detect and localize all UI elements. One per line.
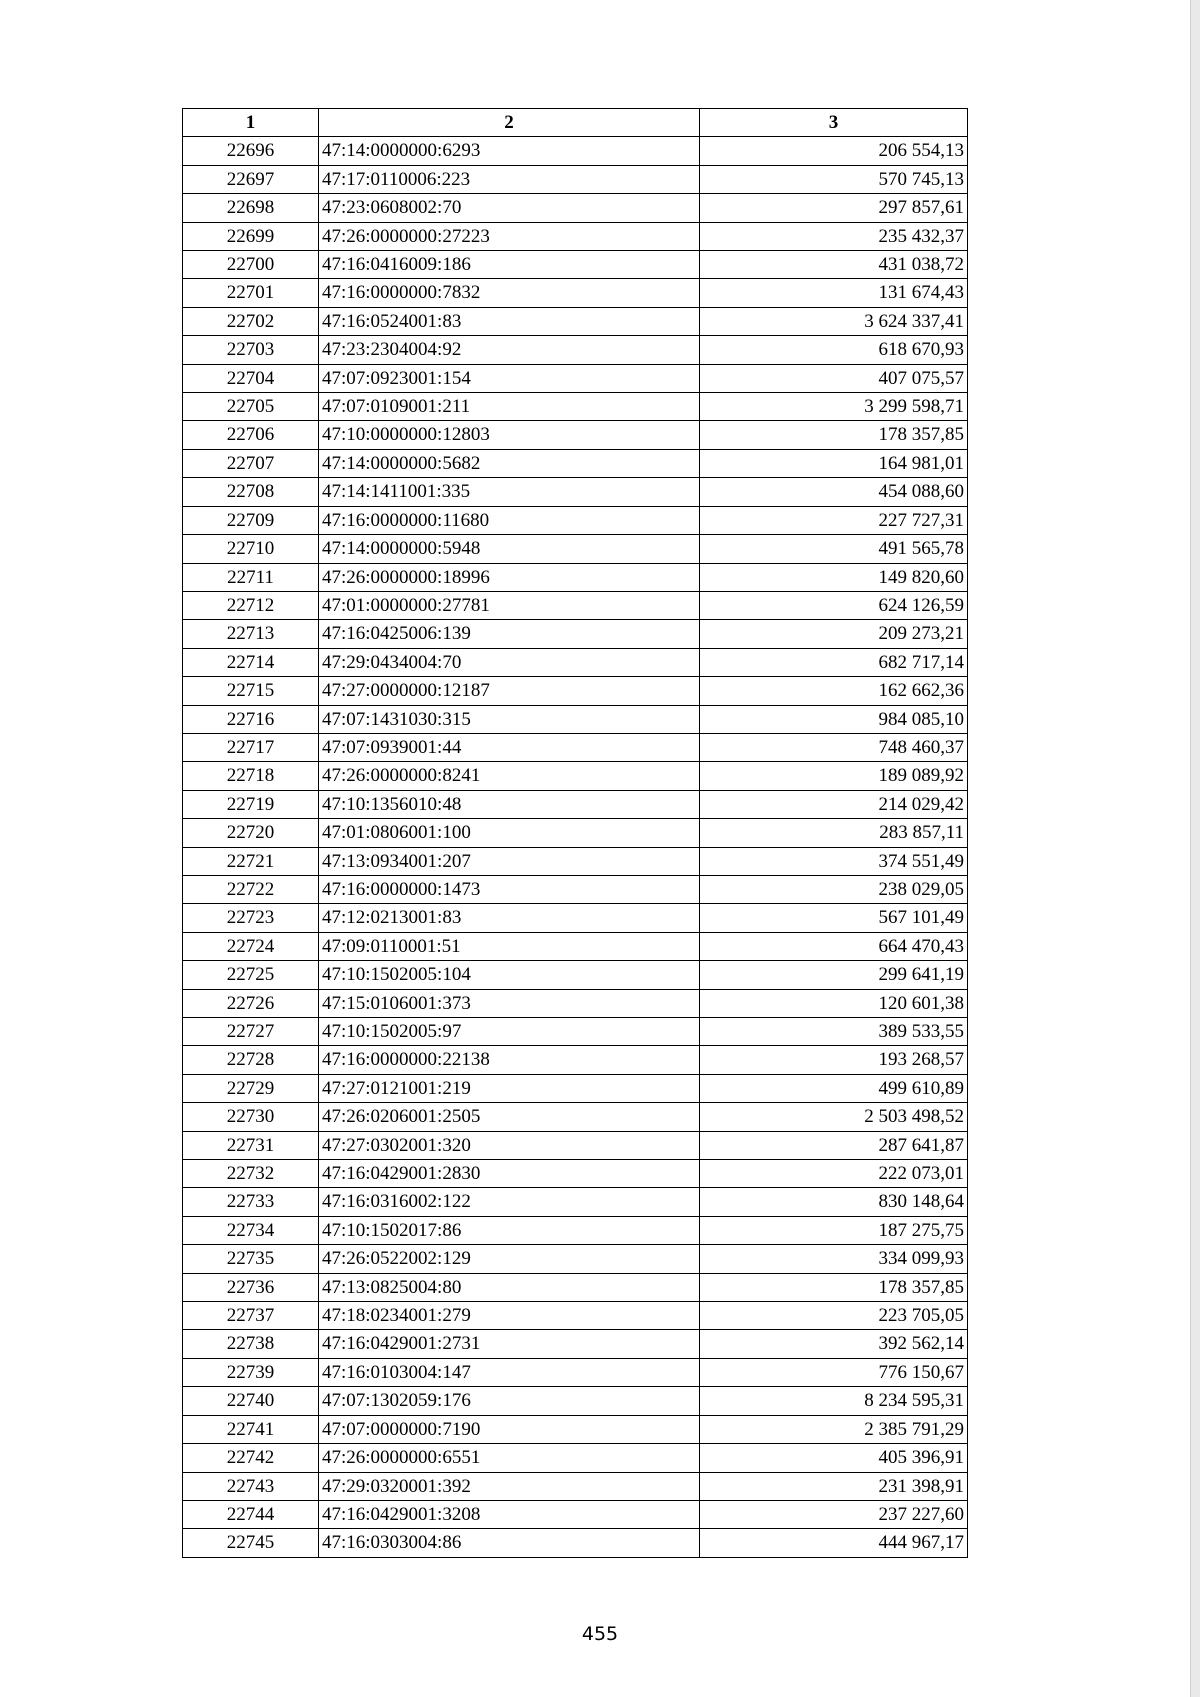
table-row xyxy=(183,1188,968,1216)
table-row xyxy=(183,194,968,222)
cadastral-number-cell: 47:14:0000000:5948 xyxy=(319,535,700,563)
value-cell: 624 126,59 xyxy=(700,591,968,619)
table-row xyxy=(183,421,968,449)
value-cell: 227 727,31 xyxy=(700,506,968,534)
table-row xyxy=(183,393,968,421)
table-row xyxy=(183,137,968,165)
value-cell: 407 075,57 xyxy=(700,364,968,392)
value-cell: 3 624 337,41 xyxy=(700,307,968,335)
cadastral-number-cell: 47:14:0000000:6293 xyxy=(319,137,700,165)
cadastral-number-cell: 47:14:1411001:335 xyxy=(319,478,700,506)
cadastral-number-cell: 47:26:0000000:18996 xyxy=(319,563,700,591)
value-cell: 120 601,38 xyxy=(700,989,968,1017)
row-number-cell: 22722 xyxy=(183,875,319,903)
value-cell: 570 745,13 xyxy=(700,165,968,193)
row-number-cell: 22725 xyxy=(183,961,319,989)
table-row xyxy=(183,251,968,279)
cadastral-number-cell: 47:26:0000000:6551 xyxy=(319,1444,700,1472)
table-row xyxy=(183,677,968,705)
value-cell: 189 089,92 xyxy=(700,762,968,790)
value-cell: 618 670,93 xyxy=(700,336,968,364)
cadastral-number-cell: 47:23:2304004:92 xyxy=(319,336,700,364)
cadastral-number-cell: 47:16:0303004:86 xyxy=(319,1529,700,1557)
table-row xyxy=(183,1302,968,1330)
value-cell: 454 088,60 xyxy=(700,478,968,506)
value-cell: 776 150,67 xyxy=(700,1358,968,1386)
value-cell: 131 674,43 xyxy=(700,279,968,307)
value-cell: 567 101,49 xyxy=(700,904,968,932)
cadastral-number-cell: 47:16:0316002:122 xyxy=(319,1188,700,1216)
row-number-cell: 22727 xyxy=(183,1018,319,1046)
value-cell: 178 357,85 xyxy=(700,421,968,449)
row-number-cell: 22741 xyxy=(183,1415,319,1443)
row-number-cell: 22723 xyxy=(183,904,319,932)
cadastral-number-cell: 47:23:0608002:70 xyxy=(319,194,700,222)
cadastral-number-cell: 47:16:0425006:139 xyxy=(319,620,700,648)
value-cell: 237 227,60 xyxy=(700,1500,968,1528)
cadastral-number-cell: 47:16:0416009:186 xyxy=(319,251,700,279)
row-number-cell: 22700 xyxy=(183,251,319,279)
value-cell: 287 641,87 xyxy=(700,1131,968,1159)
cadastral-number-cell: 47:07:0000000:7190 xyxy=(319,1415,700,1443)
value-cell: 682 717,14 xyxy=(700,648,968,676)
table-row xyxy=(183,1245,968,1273)
row-number-cell: 22713 xyxy=(183,620,319,648)
value-cell: 187 275,75 xyxy=(700,1216,968,1244)
cadastral-number-cell: 47:26:0000000:8241 xyxy=(319,762,700,790)
row-number-cell: 22714 xyxy=(183,648,319,676)
table-row xyxy=(183,790,968,818)
value-cell: 238 029,05 xyxy=(700,875,968,903)
row-number-cell: 22699 xyxy=(183,222,319,250)
table-row xyxy=(183,1500,968,1528)
row-number-cell: 22696 xyxy=(183,137,319,165)
value-cell: 222 073,01 xyxy=(700,1160,968,1188)
value-cell: 299 641,19 xyxy=(700,961,968,989)
table-row xyxy=(183,733,968,761)
row-number-cell: 22733 xyxy=(183,1188,319,1216)
value-cell: 499 610,89 xyxy=(700,1074,968,1102)
table-row xyxy=(183,1358,968,1386)
table-row xyxy=(183,705,968,733)
cadastral-number-cell: 47:07:0939001:44 xyxy=(319,733,700,761)
value-cell: 830 148,64 xyxy=(700,1188,968,1216)
cadastral-number-cell: 47:26:0206001:2505 xyxy=(319,1103,700,1131)
row-number-cell: 22742 xyxy=(183,1444,319,1472)
row-number-cell: 22745 xyxy=(183,1529,319,1557)
table-row xyxy=(183,535,968,563)
row-number-cell: 22701 xyxy=(183,279,319,307)
table-row xyxy=(183,1103,968,1131)
cadastral-number-cell: 47:17:0110006:223 xyxy=(319,165,700,193)
table-row xyxy=(183,336,968,364)
row-number-cell: 22731 xyxy=(183,1131,319,1159)
row-number-cell: 22697 xyxy=(183,165,319,193)
cadastral-number-cell: 47:16:0429001:2830 xyxy=(319,1160,700,1188)
cadastral-number-cell: 47:16:0000000:22138 xyxy=(319,1046,700,1074)
page-right-edge xyxy=(1190,0,1200,1697)
row-number-cell: 22729 xyxy=(183,1074,319,1102)
value-cell: 405 396,91 xyxy=(700,1444,968,1472)
cadastral-number-cell: 47:10:1356010:48 xyxy=(319,790,700,818)
column-header-2: 2 xyxy=(319,109,700,137)
row-number-cell: 22707 xyxy=(183,449,319,477)
row-number-cell: 22711 xyxy=(183,563,319,591)
column-header-3: 3 xyxy=(700,109,968,137)
row-number-cell: 22721 xyxy=(183,847,319,875)
value-cell: 984 085,10 xyxy=(700,705,968,733)
cadastral-number-cell: 47:15:0106001:373 xyxy=(319,989,700,1017)
value-cell: 162 662,36 xyxy=(700,677,968,705)
value-cell: 223 705,05 xyxy=(700,1302,968,1330)
row-number-cell: 22739 xyxy=(183,1358,319,1386)
row-number-cell: 22740 xyxy=(183,1387,319,1415)
cadastral-number-cell: 47:16:0000000:1473 xyxy=(319,875,700,903)
row-number-cell: 22704 xyxy=(183,364,319,392)
row-number-cell: 22736 xyxy=(183,1273,319,1301)
table-header-row xyxy=(183,109,968,137)
table-body xyxy=(183,137,968,1557)
cadastral-number-cell: 47:16:0524001:83 xyxy=(319,307,700,335)
value-cell: 164 981,01 xyxy=(700,449,968,477)
value-cell: 748 460,37 xyxy=(700,733,968,761)
table-row xyxy=(183,932,968,960)
value-cell: 431 038,72 xyxy=(700,251,968,279)
value-cell: 209 273,21 xyxy=(700,620,968,648)
table-row xyxy=(183,1046,968,1074)
row-number-cell: 22698 xyxy=(183,194,319,222)
cadastral-number-cell: 47:10:0000000:12803 xyxy=(319,421,700,449)
table-row xyxy=(183,648,968,676)
cadastral-number-cell: 47:10:1502005:104 xyxy=(319,961,700,989)
cadastral-number-cell: 47:18:0234001:279 xyxy=(319,1302,700,1330)
row-number-cell: 22724 xyxy=(183,932,319,960)
cadastral-number-cell: 47:29:0320001:392 xyxy=(319,1472,700,1500)
row-number-cell: 22732 xyxy=(183,1160,319,1188)
row-number-cell: 22744 xyxy=(183,1500,319,1528)
row-number-cell: 22743 xyxy=(183,1472,319,1500)
row-number-cell: 22705 xyxy=(183,393,319,421)
row-number-cell: 22734 xyxy=(183,1216,319,1244)
table-row xyxy=(183,989,968,1017)
table-row xyxy=(183,563,968,591)
table-row xyxy=(183,307,968,335)
value-cell: 283 857,11 xyxy=(700,819,968,847)
table-row xyxy=(183,904,968,932)
cadastral-number-cell: 47:07:1431030:315 xyxy=(319,705,700,733)
row-number-cell: 22702 xyxy=(183,307,319,335)
row-number-cell: 22718 xyxy=(183,762,319,790)
cadastral-number-cell: 47:27:0302001:320 xyxy=(319,1131,700,1159)
table-row xyxy=(183,591,968,619)
row-number-cell: 22735 xyxy=(183,1245,319,1273)
table-row xyxy=(183,875,968,903)
cadastral-number-cell: 47:10:1502017:86 xyxy=(319,1216,700,1244)
table-row xyxy=(183,1216,968,1244)
value-cell: 8 234 595,31 xyxy=(700,1387,968,1415)
row-number-cell: 22703 xyxy=(183,336,319,364)
table-row xyxy=(183,449,968,477)
table-row xyxy=(183,279,968,307)
value-cell: 389 533,55 xyxy=(700,1018,968,1046)
cadastral-number-cell: 47:14:0000000:5682 xyxy=(319,449,700,477)
table-row xyxy=(183,1529,968,1557)
row-number-cell: 22710 xyxy=(183,535,319,563)
table-row xyxy=(183,1444,968,1472)
value-cell: 214 029,42 xyxy=(700,790,968,818)
cadastral-number-cell: 47:13:0825004:80 xyxy=(319,1273,700,1301)
table-row xyxy=(183,222,968,250)
cadastral-number-cell: 47:27:0000000:12187 xyxy=(319,677,700,705)
column-header-1: 1 xyxy=(183,109,319,137)
cadastral-number-cell: 47:09:0110001:51 xyxy=(319,932,700,960)
cadastral-number-cell: 47:07:0109001:211 xyxy=(319,393,700,421)
table-row xyxy=(183,620,968,648)
table-row xyxy=(183,961,968,989)
value-cell: 297 857,61 xyxy=(700,194,968,222)
cadastral-number-cell: 47:16:0429001:3208 xyxy=(319,1500,700,1528)
row-number-cell: 22708 xyxy=(183,478,319,506)
value-cell: 206 554,13 xyxy=(700,137,968,165)
cadastral-number-cell: 47:27:0121001:219 xyxy=(319,1074,700,1102)
cadastral-number-cell: 47:16:0000000:11680 xyxy=(319,506,700,534)
row-number-cell: 22738 xyxy=(183,1330,319,1358)
row-number-cell: 22717 xyxy=(183,733,319,761)
table-row xyxy=(183,1160,968,1188)
row-number-cell: 22712 xyxy=(183,591,319,619)
value-cell: 231 398,91 xyxy=(700,1472,968,1500)
table-row xyxy=(183,762,968,790)
cadastral-number-cell: 47:26:0000000:27223 xyxy=(319,222,700,250)
table-row xyxy=(183,1074,968,1102)
row-number-cell: 22715 xyxy=(183,677,319,705)
value-cell: 193 268,57 xyxy=(700,1046,968,1074)
table-row xyxy=(183,1415,968,1443)
value-cell: 235 432,37 xyxy=(700,222,968,250)
data-table xyxy=(182,108,968,1558)
table-row xyxy=(183,1018,968,1046)
value-cell: 3 299 598,71 xyxy=(700,393,968,421)
cadastral-number-cell: 47:01:0000000:27781 xyxy=(319,591,700,619)
value-cell: 334 099,93 xyxy=(700,1245,968,1273)
page-number: 455 xyxy=(581,1623,619,1645)
cadastral-number-cell: 47:16:0429001:2731 xyxy=(319,1330,700,1358)
value-cell: 149 820,60 xyxy=(700,563,968,591)
cadastral-number-cell: 47:01:0806001:100 xyxy=(319,819,700,847)
table-row xyxy=(183,1273,968,1301)
table-row xyxy=(183,364,968,392)
cadastral-number-cell: 47:07:1302059:176 xyxy=(319,1387,700,1415)
cadastral-number-cell: 47:29:0434004:70 xyxy=(319,648,700,676)
value-cell: 178 357,85 xyxy=(700,1273,968,1301)
table-row xyxy=(183,506,968,534)
row-number-cell: 22720 xyxy=(183,819,319,847)
cadastral-number-cell: 47:16:0000000:7832 xyxy=(319,279,700,307)
table-row xyxy=(183,165,968,193)
cadastral-number-cell: 47:10:1502005:97 xyxy=(319,1018,700,1046)
row-number-cell: 22709 xyxy=(183,506,319,534)
table-row xyxy=(183,1131,968,1159)
row-number-cell: 22730 xyxy=(183,1103,319,1131)
table-row xyxy=(183,1330,968,1358)
value-cell: 491 565,78 xyxy=(700,535,968,563)
cadastral-number-cell: 47:26:0522002:129 xyxy=(319,1245,700,1273)
table-header xyxy=(183,109,968,137)
row-number-cell: 22716 xyxy=(183,705,319,733)
row-number-cell: 22719 xyxy=(183,790,319,818)
value-cell: 444 967,17 xyxy=(700,1529,968,1557)
table-row xyxy=(183,819,968,847)
table-row xyxy=(183,847,968,875)
value-cell: 392 562,14 xyxy=(700,1330,968,1358)
value-cell: 2 385 791,29 xyxy=(700,1415,968,1443)
table-row xyxy=(183,478,968,506)
cadastral-number-cell: 47:12:0213001:83 xyxy=(319,904,700,932)
row-number-cell: 22728 xyxy=(183,1046,319,1074)
cadastral-number-cell: 47:13:0934001:207 xyxy=(319,847,700,875)
value-cell: 664 470,43 xyxy=(700,932,968,960)
value-cell: 374 551,49 xyxy=(700,847,968,875)
table-row xyxy=(183,1472,968,1500)
row-number-cell: 22726 xyxy=(183,989,319,1017)
row-number-cell: 22737 xyxy=(183,1302,319,1330)
table-row xyxy=(183,1387,968,1415)
cadastral-number-cell: 47:16:0103004:147 xyxy=(319,1358,700,1386)
cadastral-number-cell: 47:07:0923001:154 xyxy=(319,364,700,392)
row-number-cell: 22706 xyxy=(183,421,319,449)
value-cell: 2 503 498,52 xyxy=(700,1103,968,1131)
